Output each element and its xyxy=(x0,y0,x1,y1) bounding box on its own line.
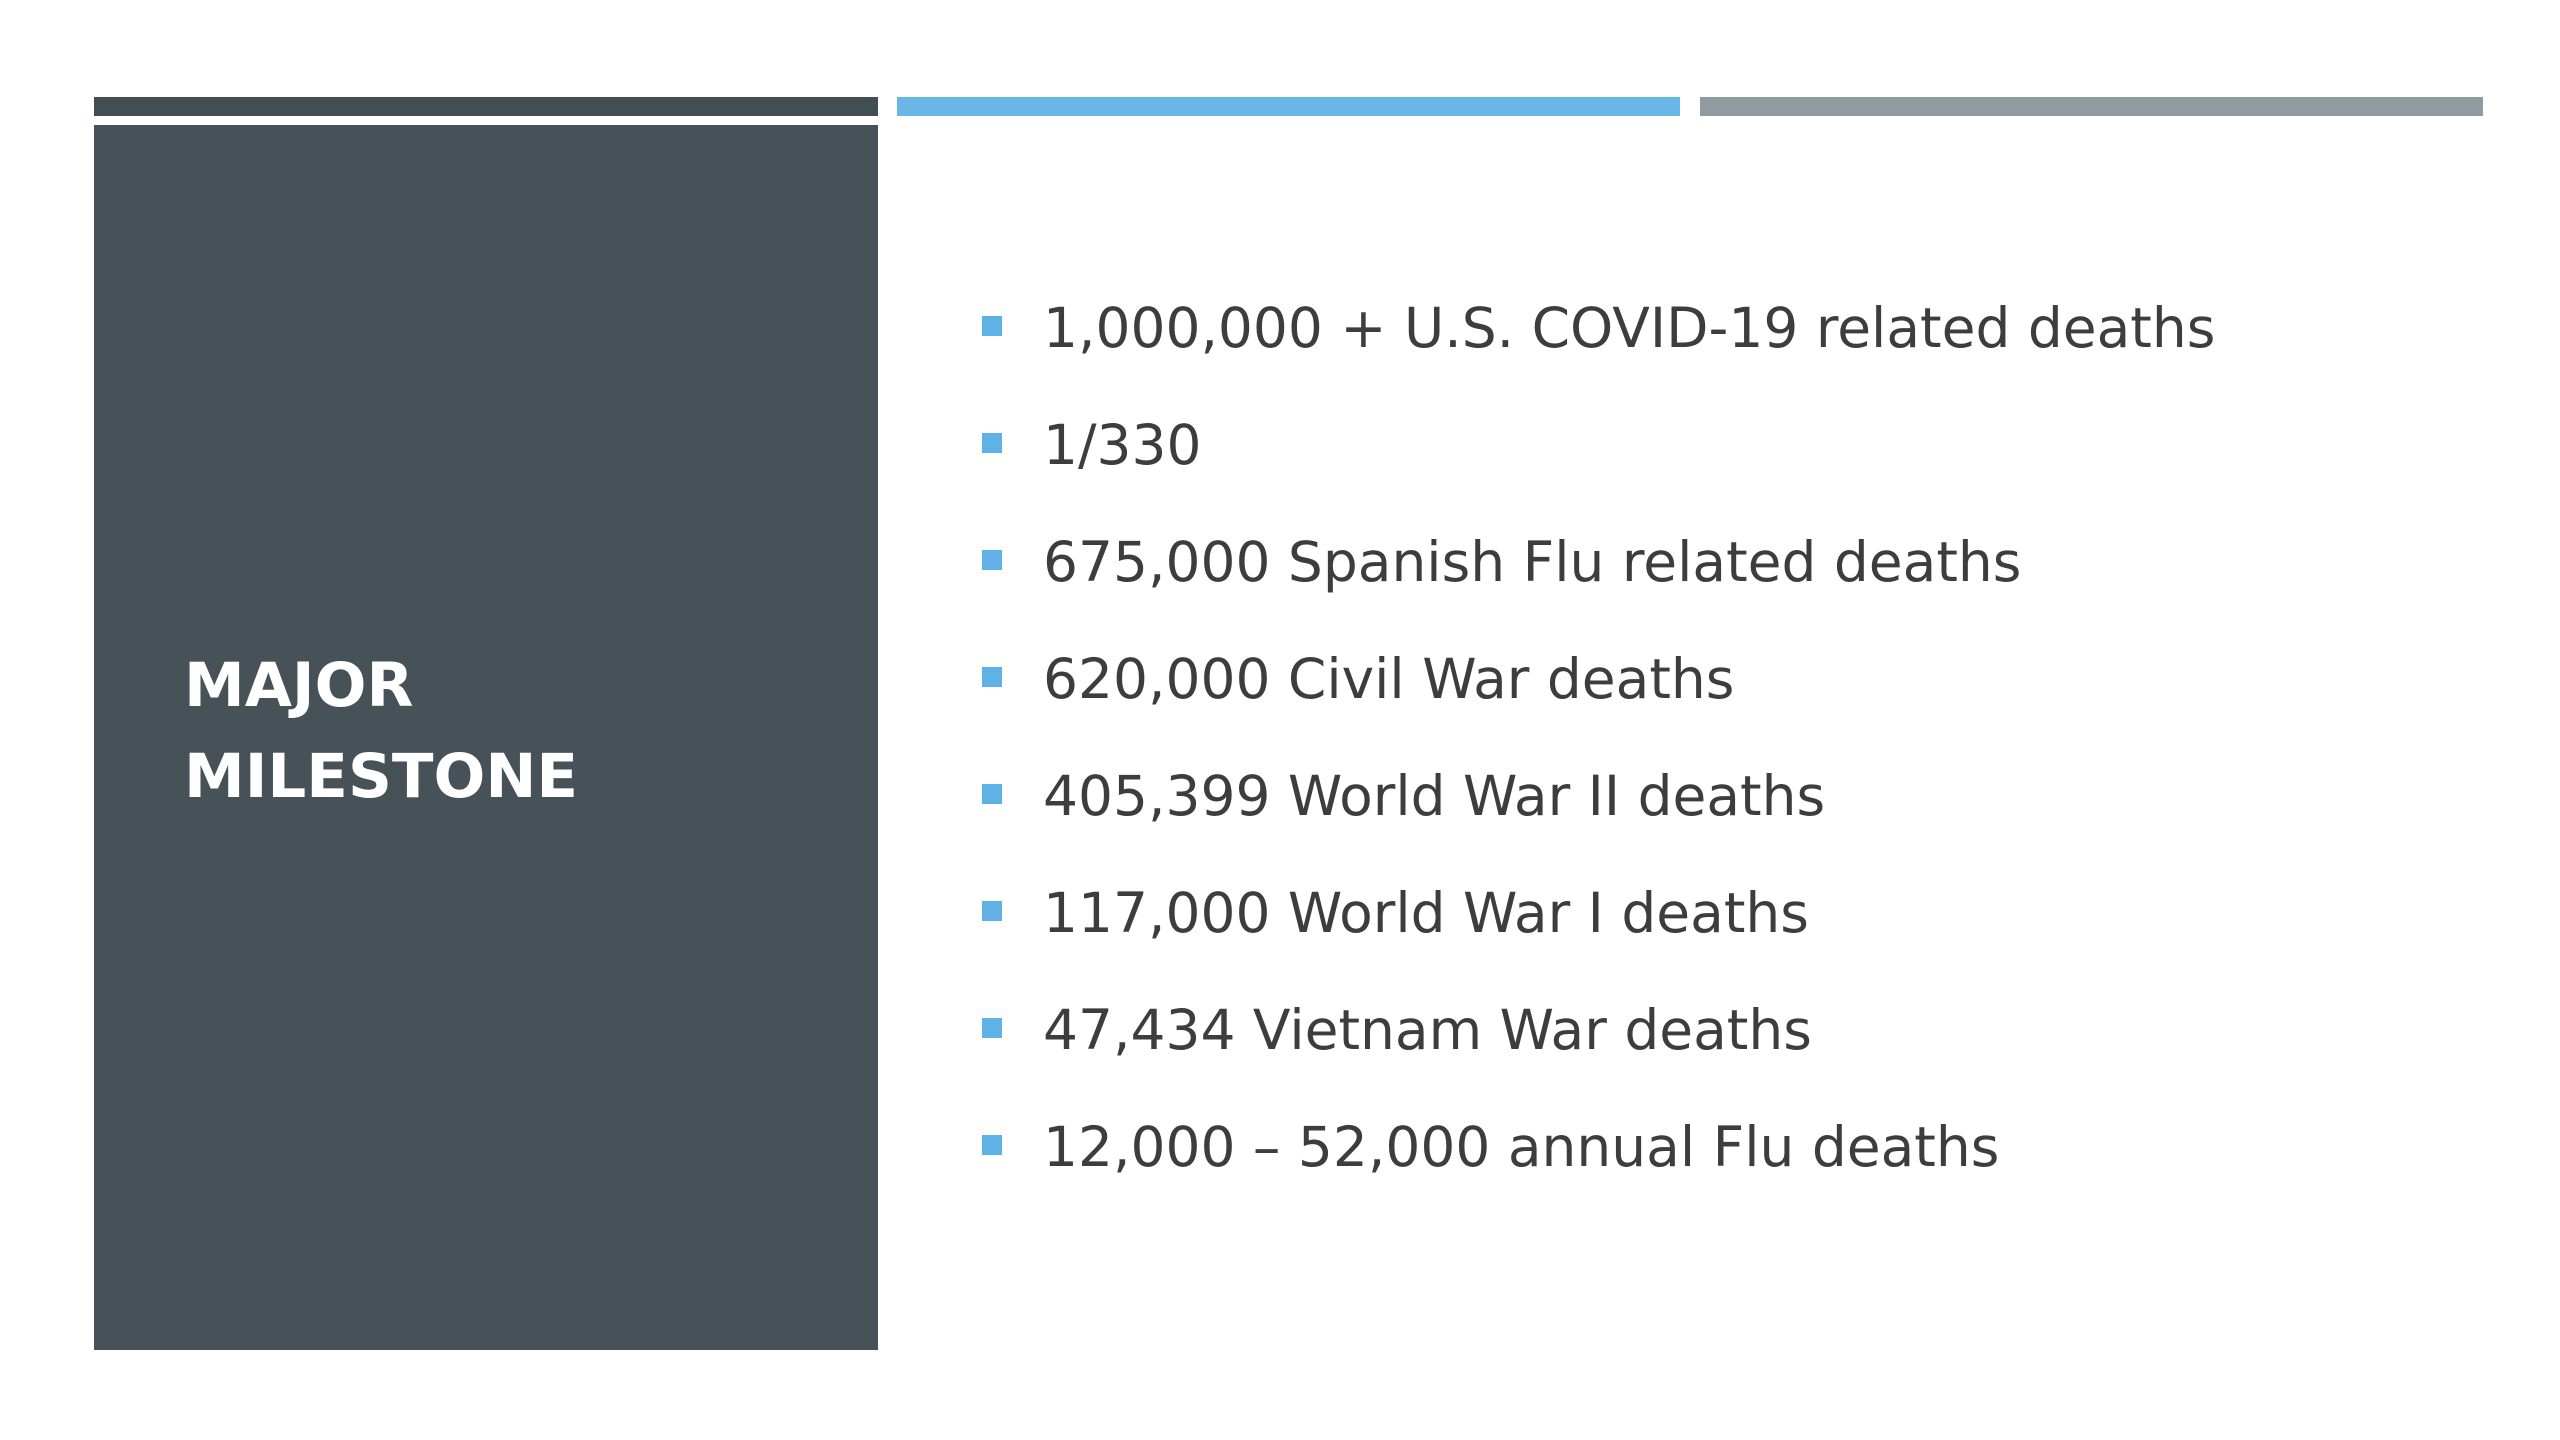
list-item xyxy=(982,863,2462,980)
slide-title xyxy=(184,640,824,822)
square-bullet-icon xyxy=(982,901,1002,921)
list-item xyxy=(982,395,2462,512)
slide-title-line-1: MAJOR xyxy=(184,650,414,721)
list-item xyxy=(982,278,2462,395)
bullet-text: 47,434 Vietnam War deaths xyxy=(1043,998,1812,1062)
bullet-text: 1/330 xyxy=(1043,413,1202,477)
accent-bar-gray xyxy=(1700,97,2483,116)
square-bullet-icon xyxy=(982,784,1002,804)
square-bullet-icon xyxy=(982,550,1002,570)
bullet-text: 1,000,000 + U.S. COVID-19 related deaths xyxy=(1043,296,2216,360)
bullet-text: 675,000 Spanish Flu related deaths xyxy=(1043,530,2022,594)
bullet-text: 620,000 Civil War deaths xyxy=(1043,647,1735,711)
square-bullet-icon xyxy=(982,667,1002,687)
list-item xyxy=(982,629,2462,746)
list-item xyxy=(982,1097,2462,1214)
slide-title-line-2: MILESTONE xyxy=(184,741,579,812)
square-bullet-icon xyxy=(982,1018,1002,1038)
square-bullet-icon xyxy=(982,1135,1002,1155)
bullet-text: 117,000 World War I deaths xyxy=(1043,881,1809,945)
square-bullet-icon xyxy=(982,433,1002,453)
bullet-list xyxy=(982,278,2462,1214)
list-item xyxy=(982,746,2462,863)
square-bullet-icon xyxy=(982,316,1002,336)
list-item xyxy=(982,512,2462,629)
list-item xyxy=(982,980,2462,1097)
accent-bar-blue xyxy=(897,97,1680,116)
bullet-text: 12,000 – 52,000 annual Flu deaths xyxy=(1043,1115,2000,1179)
title-panel xyxy=(94,125,878,1350)
bullet-text: 405,399 World War II deaths xyxy=(1043,764,1826,828)
accent-bar-dark xyxy=(94,97,878,116)
